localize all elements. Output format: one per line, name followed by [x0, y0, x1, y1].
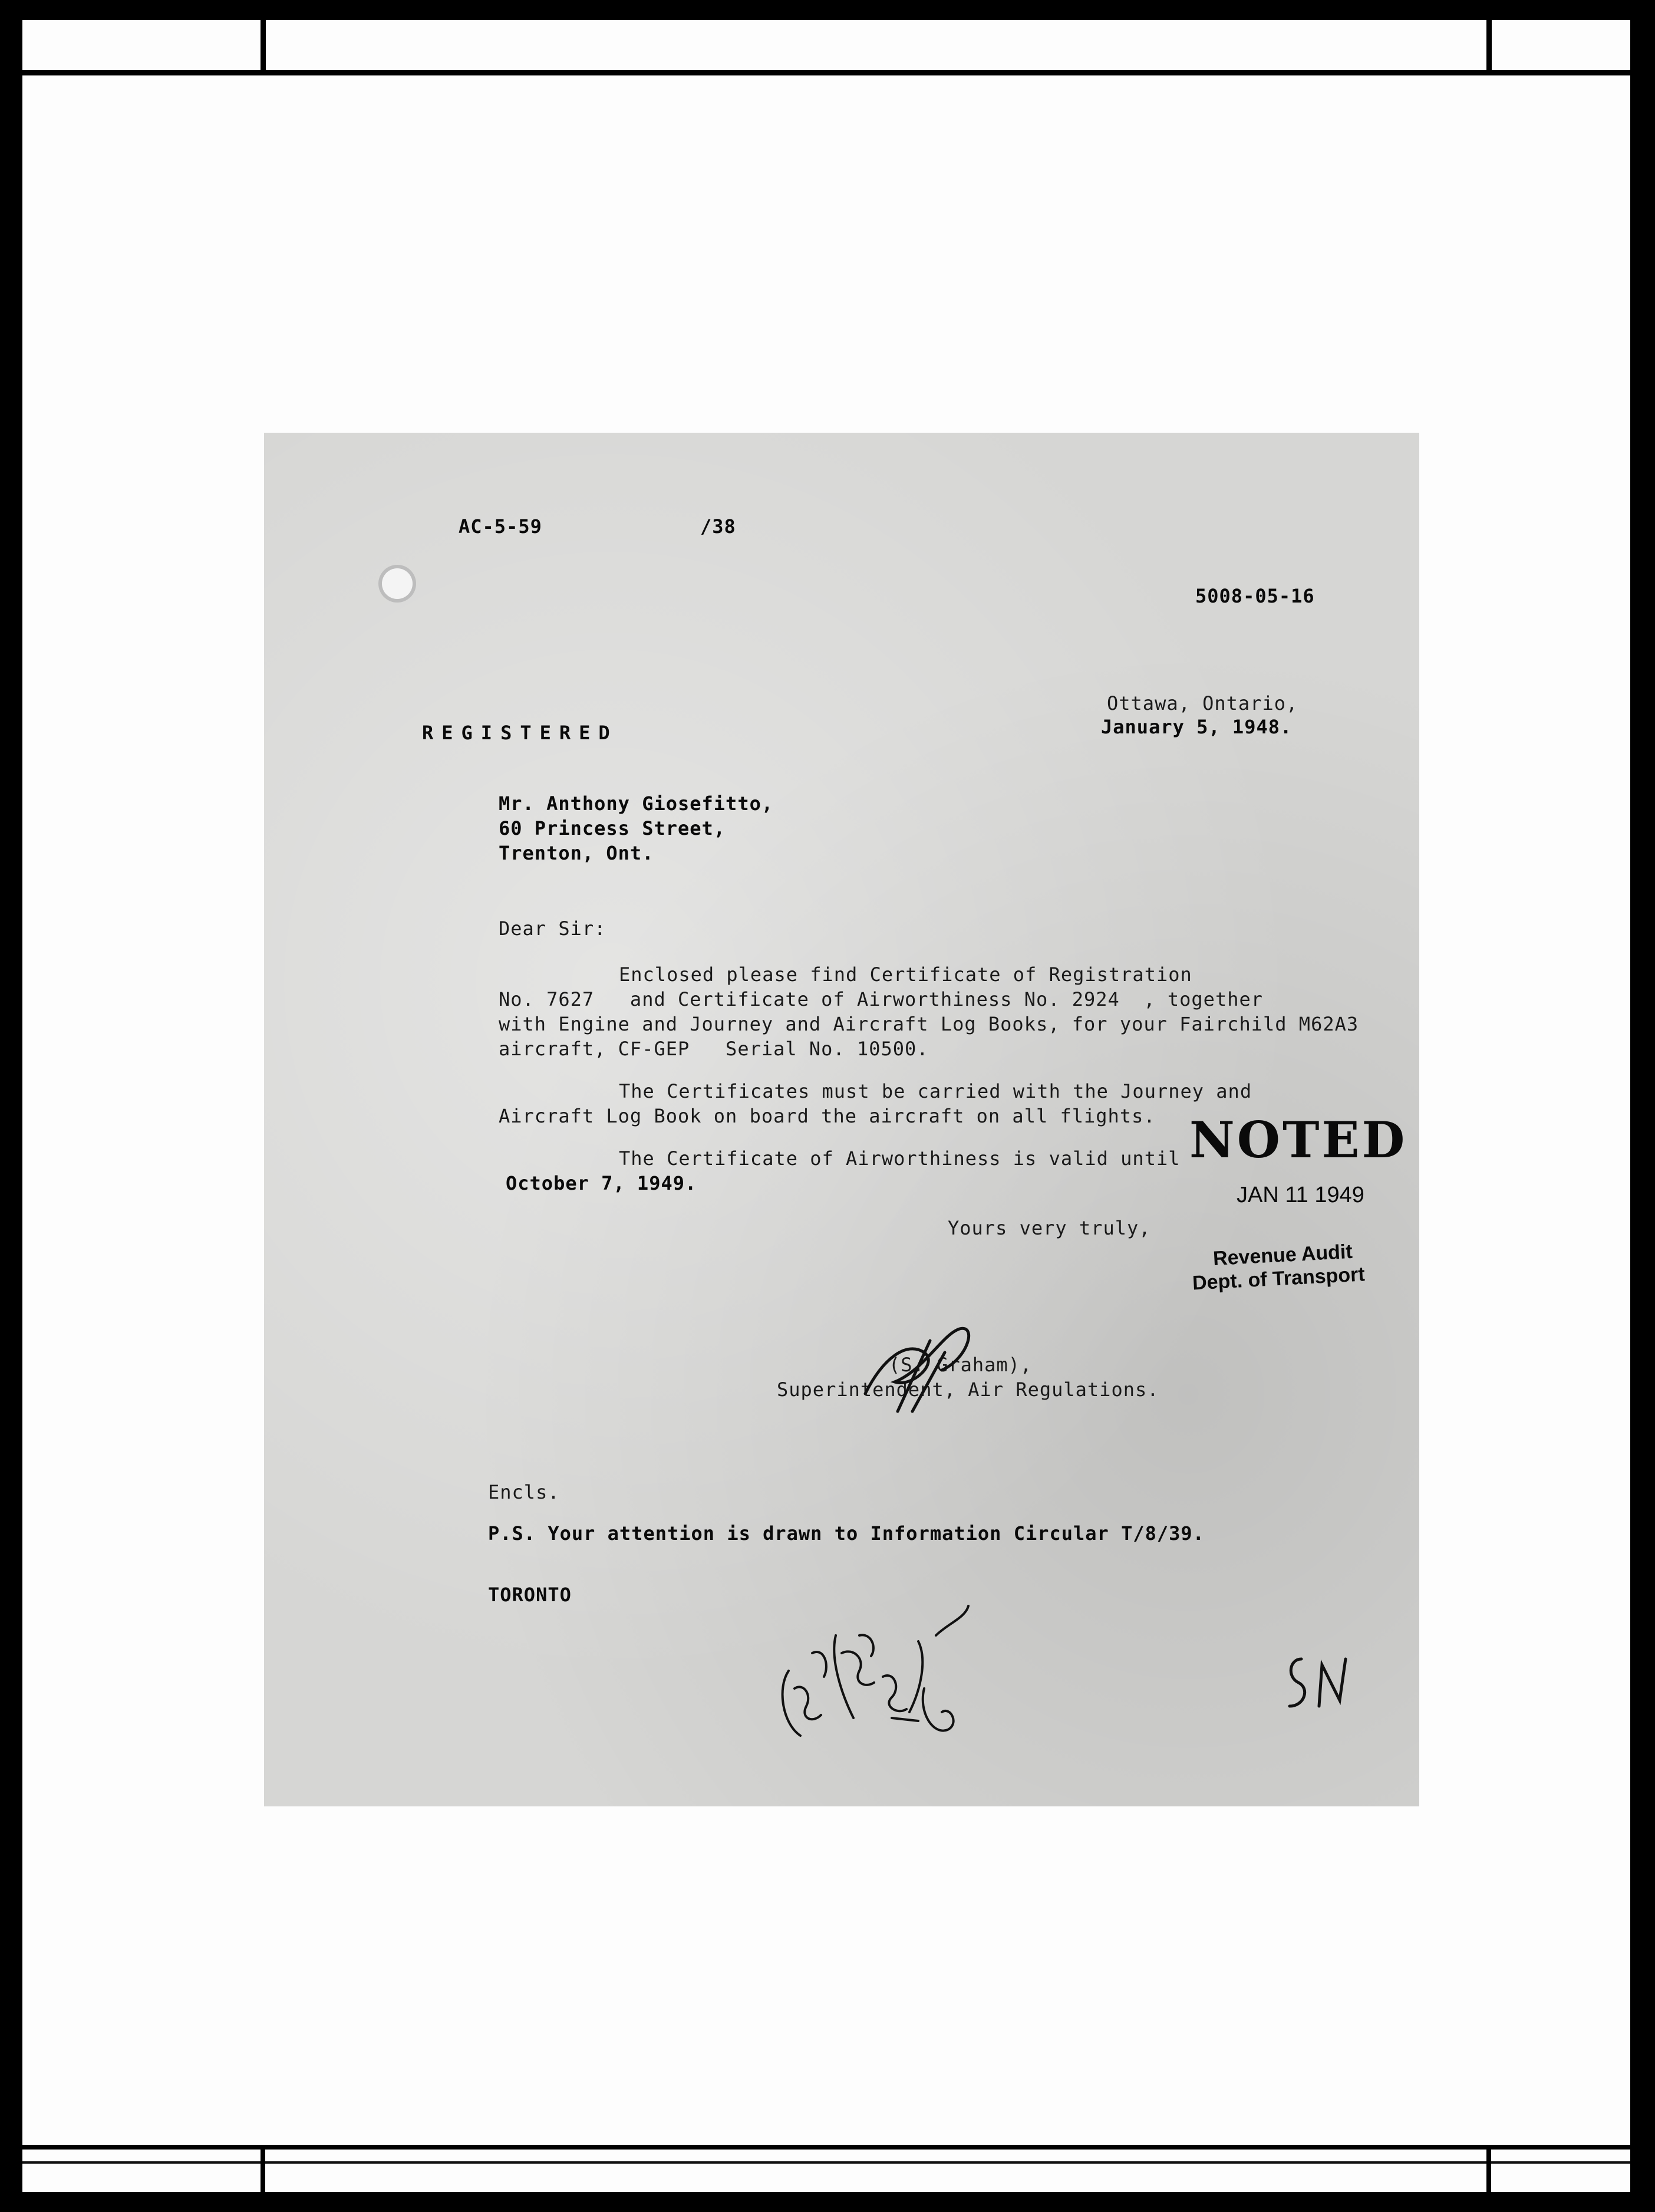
film-divider: [1486, 20, 1492, 75]
film-bottom-strip: [22, 2145, 1630, 2192]
handwritten-initials: [1278, 1647, 1360, 1718]
signatory-title: Superintendent, Air Regulations.: [777, 1378, 1159, 1401]
validity-date: October 7, 1949.: [506, 1172, 697, 1194]
closing: Yours very truly,: [948, 1217, 1151, 1239]
body-line: No. 7627 and Certificate of Airworthiness No. 2924 , together: [499, 988, 1263, 1010]
signature-scrawl: [842, 1317, 995, 1417]
file-number: 5008-05-16: [1195, 585, 1315, 607]
addressee-city: Trenton, Ont.: [499, 842, 654, 864]
film-divider: [1486, 2150, 1491, 2197]
film-top-strip: [22, 20, 1630, 75]
file-reference: AC-5-59: [459, 515, 542, 538]
copy-to: TORONTO: [488, 1584, 572, 1606]
handwritten-margin-note: [771, 1600, 971, 1765]
letter-date: January 5, 1948.: [1101, 716, 1293, 738]
letter-place: Ottawa, Ontario,: [1107, 692, 1298, 715]
punch-hole: [382, 568, 413, 599]
postscript: P.S. Your attention is drawn to Information Circular T/8/39.: [488, 1522, 1205, 1545]
film-divider: [261, 20, 266, 75]
registered-label: REGISTERED: [422, 722, 618, 744]
noted-stamp-date: JAN 11 1949: [1237, 1183, 1364, 1207]
enclosures: Encls.: [488, 1481, 560, 1503]
addressee-street: 60 Princess Street,: [499, 817, 726, 840]
addressee-name: Mr. Anthony Giosefitto,: [499, 792, 774, 815]
salutation: Dear Sir:: [499, 917, 606, 940]
body-line: aircraft, CF-GEP Serial No. 10500.: [499, 1038, 929, 1060]
noted-stamp: NOTED: [1189, 1111, 1407, 1169]
signatory-name: (S. Graham),: [889, 1354, 1033, 1376]
body-line: with Engine and Journey and Aircraft Log Books, for your Fairchild M62A3: [499, 1013, 1359, 1035]
letter-page: [264, 433, 1419, 1806]
body-line: The Certificates must be carried with the Journey and: [619, 1080, 1252, 1102]
body-line: Aircraft Log Book on board the aircraft on all flights.: [499, 1105, 1156, 1127]
microfilm-frame: [22, 20, 1630, 2192]
dept-transport-stamp: Dept. of Transport: [1192, 1263, 1366, 1295]
film-divider: [261, 2150, 265, 2197]
body-line: The Certificate of Airworthiness is valid until: [619, 1147, 1181, 1170]
body-line: Enclosed please find Certificate of Registration: [619, 963, 1192, 986]
revenue-audit-stamp: Revenue Audit: [1212, 1240, 1353, 1270]
page-reference: /38: [700, 515, 736, 538]
